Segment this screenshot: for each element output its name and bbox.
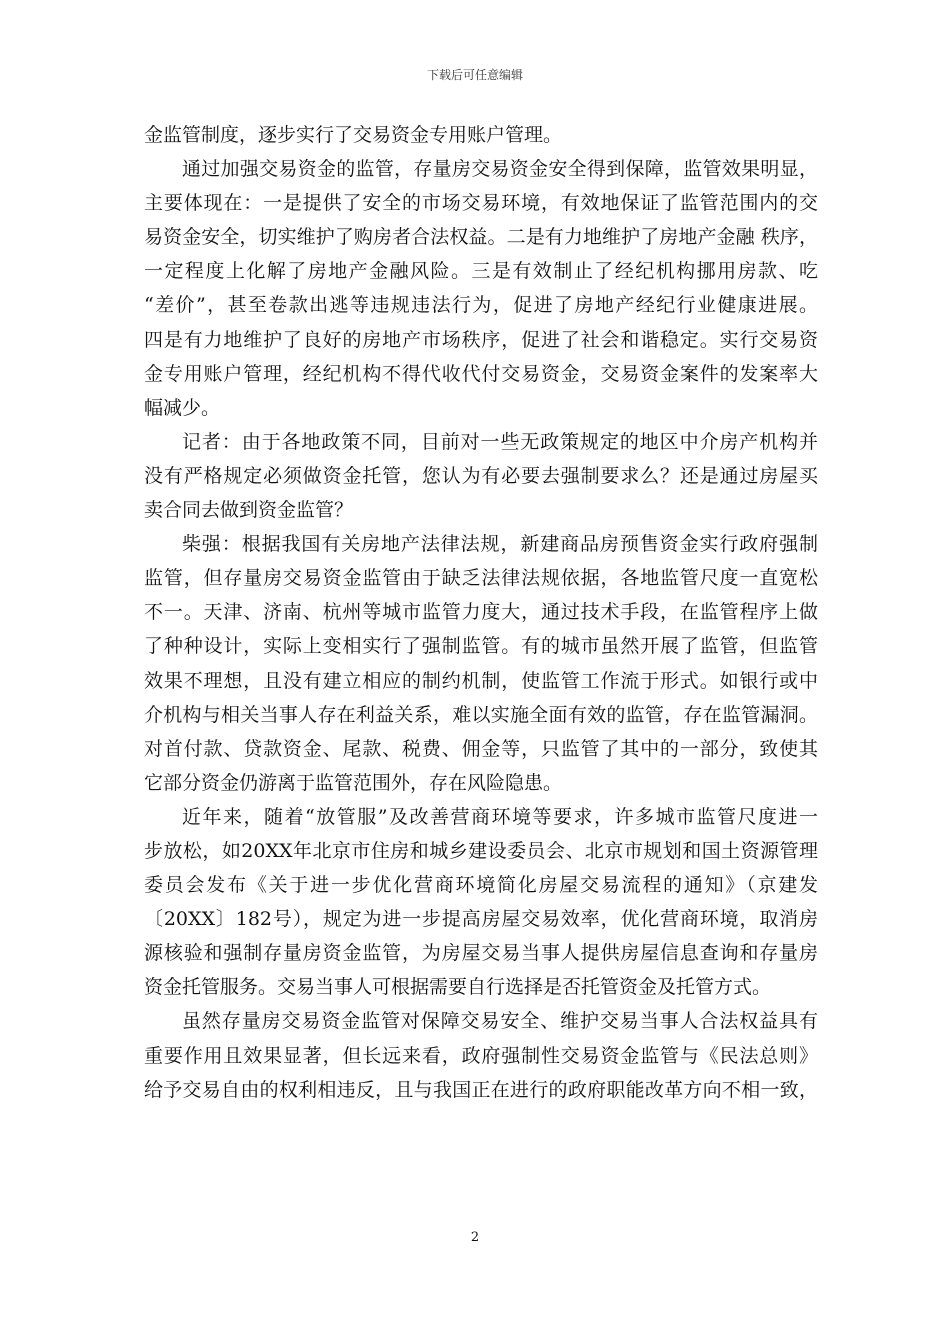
- text-line: 它部分资金仍游离于监管范围外，存在风险隐患。: [144, 771, 563, 794]
- text-line: 四是有力地维护了良好的房地产市场秩序，促进了社会和谐稳定。实行交易资: [144, 328, 818, 351]
- text-line: 〔20XX〕182号），规定为进一步提高房屋交易效率，优化营商环境，取消房: [144, 908, 818, 931]
- text-line: “差价”，甚至卷款出逃等违规违法行为，促进了房地产经纪行业健康进展。: [144, 294, 818, 317]
- text-line: 步放松，如20XX年北京市住房和城乡建设委员会、北京市规划和国土资源管理: [144, 839, 818, 862]
- text-line: 一定程度上化解了房地产金融风险。三是有效制止了经纪机构挪用房款、吃: [144, 260, 818, 283]
- text-line: 委员会发布《关于进一步优化营商环境简化房屋交易流程的通知》（京建发: [144, 874, 818, 897]
- text-line: 柴强：根据我国有关房地产法律法规，新建商品房预售资金实行政府强制: [182, 533, 818, 556]
- text-line: 介机构与相关当事人存在利益关系，难以实施全面有效的监管，存在监管漏洞。: [144, 703, 818, 726]
- text-line: 主要体现在：一是提供了安全的市场交易环境，有效地保证了监管范围内的交: [144, 192, 818, 215]
- text-line: 卖合同去做到资金监管？: [144, 499, 354, 522]
- page-header: 下载后可任意编辑: [426, 68, 523, 82]
- text-line: 虽然存量房交易资金监管对保障交易安全、维护交易当事人合法权益具有: [182, 1010, 818, 1033]
- text-line: 资金托管服务。交易当事人可根据需要自行选择是否托管资金及托管方式。: [144, 976, 772, 999]
- text-line: 没有严格规定必须做资金托管，您认为有必要去强制要求么？还是通过房屋买: [144, 464, 818, 487]
- text-line: 幅减少。: [144, 396, 221, 419]
- text-line: 重要作用且效果显著，但长远来看，政府强制性交易资金监管与《民法总则》: [144, 1044, 818, 1067]
- text-line: 监管，但存量房交易资金监管由于缺乏法律法规依据，各地监管尺度一直宽松: [144, 567, 818, 590]
- text-line: 效果不理想，且没有建立相应的制约机制，使监管工作流于形式。如银行或中: [144, 669, 818, 692]
- page-number: 2: [470, 1230, 480, 1245]
- text-line: 记者：由于各地政策不同，目前对一些无政策规定的地区中介房产机构并: [182, 430, 818, 453]
- document-body: [144, 118, 818, 1107]
- text-line: 通过加强交易资金的监管，存量房交易资金安全得到保障，监管效果明显，: [182, 158, 818, 181]
- text-line: 不一。天津、济南、杭州等城市监管力度大，通过技术手段，在监管程序上做: [144, 601, 818, 624]
- text-line: 对首付款、贷款资金、尾款、税费、佣金等，只监管了其中的一部分，致使其: [144, 737, 818, 760]
- text-line: 近年来，随着“放管服”及改善营商环境等要求，许多城市监管尺度进一: [182, 805, 818, 828]
- text-line: 了种种设计，实际上变相实行了强制监管。有的城市虽然开展了监管，但监管: [144, 635, 818, 658]
- text-line: 金监管制度，逐步实行了交易资金专用账户管理。: [144, 124, 563, 146]
- text-line: 源核验和强制存量房资金监管，为房屋交易当事人提供房屋信息查询和存量房: [144, 942, 818, 965]
- text-line: 易资金安全，切实维护了购房者合法权益。二是有力地维护了房地产金融 秩序，: [144, 226, 818, 249]
- text-line: 给予交易自由的权利相违反，且与我国正在进行的政府职能改革方向不相一致，: [144, 1078, 818, 1101]
- text-line: 金专用账户管理，经纪机构不得代收代付交易资金，交易资金案件的发案率大: [144, 362, 818, 385]
